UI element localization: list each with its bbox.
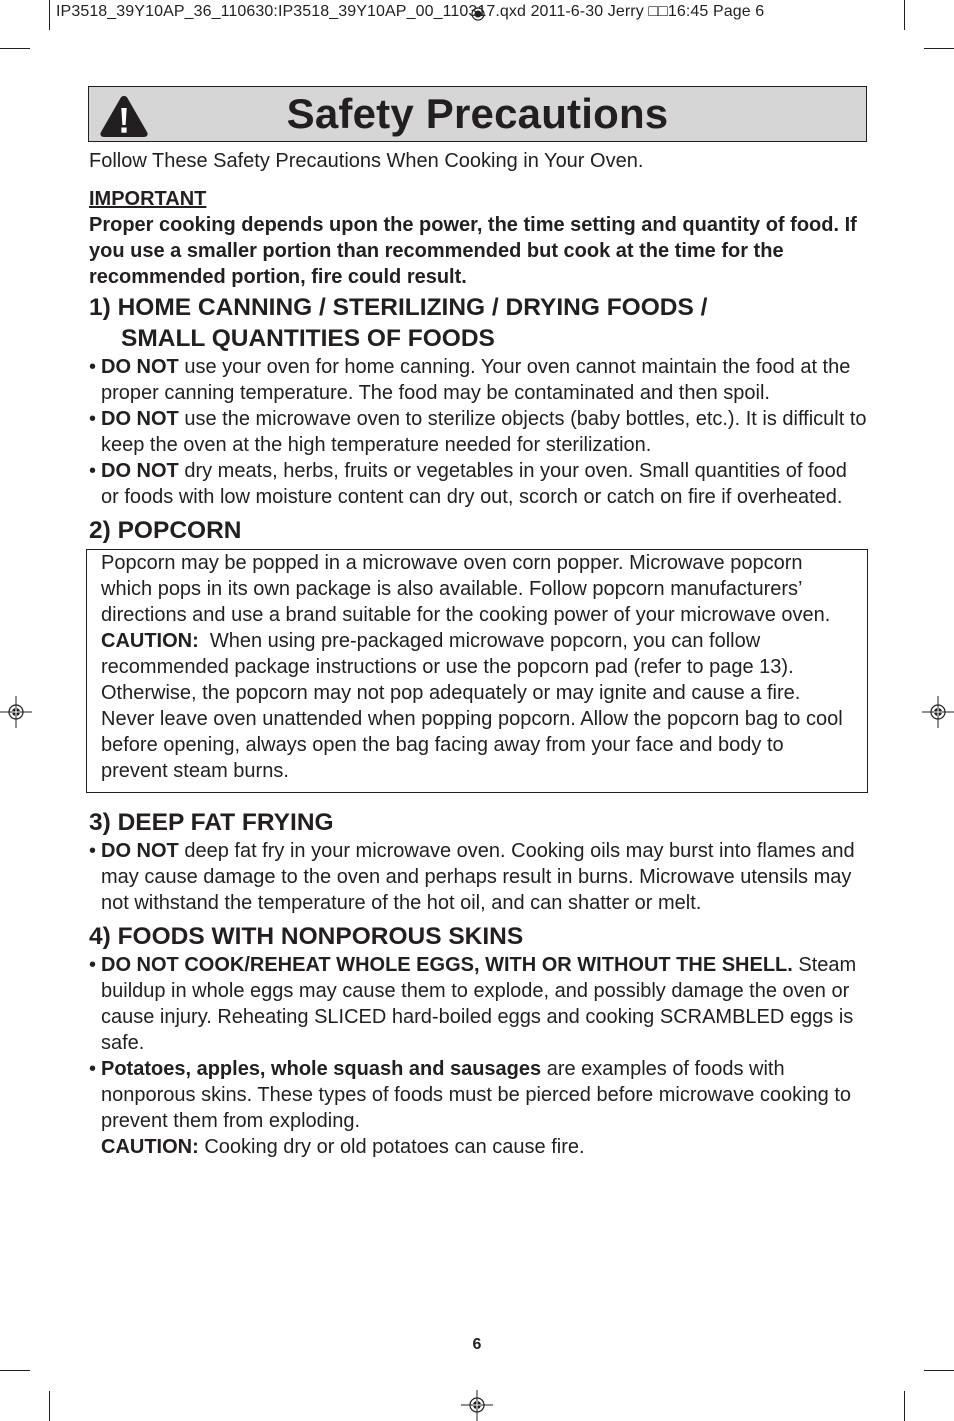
emphasis-text: DO NOT <box>101 356 179 378</box>
caution-label: CAUTION: <box>101 1136 199 1158</box>
bullet-list <box>89 354 869 510</box>
registration-mark-icon <box>461 1390 493 1421</box>
bullet-list <box>89 952 869 1160</box>
popcorn-paragraph: Popcorn may be popped in a microwave oven corn popper. Microwave popcorn which pops in its own package is also available. Follow popcorn manufacturers’ directions and use a brand suitable for the cooking power of your microwave oven. <box>101 552 831 626</box>
heading-line: 1) HOME CANNING / STERILIZING / DRYING FOODS / <box>89 294 708 321</box>
crop-mark <box>924 1370 954 1371</box>
content-column <box>89 148 869 1160</box>
heading-line: SMALL QUANTITIES OF FOODS <box>121 325 495 352</box>
item-text: use your oven for home canning. Your oven cannot maintain the food at the proper canning temperature. The food may be contaminated and then spoil. <box>101 356 851 404</box>
item-text: are examples of foods with nonporous skins. These types of foods must be pierced before microwave cooking to prevent them from exploding. <box>101 1058 852 1132</box>
emphasis-text: DO NOT <box>101 408 179 430</box>
list-item <box>89 838 869 916</box>
bullet-icon: • <box>89 954 97 976</box>
registration-mark-icon <box>922 696 954 728</box>
crop-mark <box>49 0 50 30</box>
bullet-icon: • <box>89 460 97 482</box>
crop-mark <box>904 1391 905 1421</box>
emphasis-text: DO NOT COOK/REHEAT WHOLE EGGS, WITH OR WITHOUT THE SHELL. <box>101 954 793 976</box>
list-item <box>89 458 869 510</box>
section-heading-home-canning <box>89 292 869 354</box>
registration-mark-icon <box>0 696 32 728</box>
bullet-icon: • <box>89 408 97 430</box>
caution-text: Cooking dry or old potatoes can cause fire. <box>198 1136 585 1158</box>
important-text: Proper cooking depends upon the power, the time setting and quantity of food. If you use a smaller portion than recommended but cook at the time for the recommended portion, fire could result. <box>89 214 857 288</box>
item-text: use the microwave oven to sterilize objects (baby bottles, etc.). It is difficult to keep the oven at the high temperature needed for sterilization. <box>101 408 867 456</box>
caution-label: CAUTION: <box>101 630 199 652</box>
emphasis-text: DO NOT <box>101 460 179 482</box>
bullet-icon: • <box>89 840 97 862</box>
crop-mark <box>924 48 954 49</box>
crop-mark <box>0 48 30 49</box>
intro-text: Follow These Safety Precautions When Cooking in Your Oven. <box>89 150 644 172</box>
section-heading-popcorn: 2) POPCORN <box>89 517 242 544</box>
bullet-icon: • <box>89 1058 97 1080</box>
title-banner <box>88 86 867 142</box>
list-item <box>89 406 869 458</box>
crop-mark <box>0 1370 30 1371</box>
item-text: Steam buildup in whole eggs may cause them to explode, and possibly damage the oven or cause injury. Reheating SLICED hard-boiled eggs and cooking SCRAMBLED eggs is safe. <box>101 954 857 1054</box>
page-title: Safety Precautions <box>286 90 669 137</box>
crop-mark <box>49 1391 50 1421</box>
bullet-list <box>89 838 869 916</box>
crop-mark <box>904 0 905 30</box>
list-item <box>89 952 869 1056</box>
popcorn-box <box>86 549 868 793</box>
list-item <box>89 1056 869 1160</box>
emphasis-text: DO NOT <box>101 840 179 862</box>
bullet-icon: • <box>89 356 97 378</box>
important-label: IMPORTANT <box>89 188 207 210</box>
item-text: dry meats, herbs, fruits or vegetables in your oven. Small quantities of food or foods with low moisture content can dry out, scorch or catch on fire if overheated. <box>101 460 847 508</box>
item-text: deep fat fry in your microwave oven. Cooking oils may burst into flames and may cause damage to the oven and perhaps result in burns. Microwave utensils may not withstand the temperature of the hot oil, and can shatter or melt. <box>101 840 855 914</box>
file-slug-header: IP3518_39Y10AP_36_110630:IP3518_39Y10AP_00_110317.qxd 2011-6-30 Jerry □□16:45 Page 6 <box>56 3 765 20</box>
section-heading-deep-fat-frying: 3) DEEP FAT FRYING <box>89 809 334 836</box>
caution-text: When using pre-packaged microwave popcorn, you can follow recommended package instructions or use the popcorn pad (refer to page 13). Otherwise, the popcorn may not pop adequately or may ignite and cause a fire. Never leave oven unattended when popping popcorn. Allow the popcorn bag to cool before opening, always open the bag facing away from your face and body to prevent steam burns. <box>101 630 843 782</box>
page-number: 6 <box>472 1336 482 1353</box>
emphasis-text: Potatoes, apples, whole squash and sausages <box>101 1058 542 1080</box>
list-item <box>89 354 869 406</box>
section-heading-nonporous-skins: 4) FOODS WITH NONPOROUS SKINS <box>89 923 524 950</box>
popcorn-caution <box>101 628 855 784</box>
